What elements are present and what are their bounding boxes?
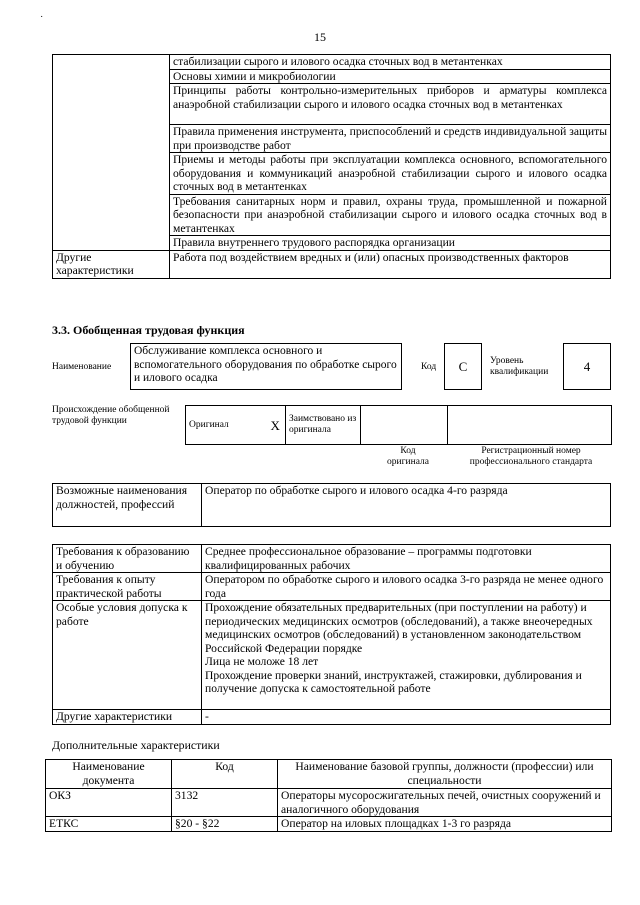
table-row [53, 545, 611, 573]
code-cell: 3132 [172, 789, 278, 817]
knowledge-item: Правила применения инструмента, приспособлений и средств индивидуальной защиты при производстве работ [170, 125, 611, 153]
positions-label: Возможные наименования должностей, профессий [53, 484, 202, 527]
knowledge-table [52, 54, 611, 279]
original-code-caption: Код оригинала [387, 446, 429, 467]
positions-value: Оператор по обработке сырого и илового осадка 4-го разряда [202, 484, 611, 527]
origin-label: Происхождение обобщенной трудовой функции [52, 405, 170, 426]
table-row [186, 406, 612, 445]
section-title: 3.3. Обобщенная трудовая функция [52, 323, 245, 337]
table-row [53, 250, 611, 278]
code-label: Код [421, 362, 437, 372]
table-row [53, 710, 611, 725]
table-row [53, 573, 611, 601]
education-value: Среднее профессиональное образование – программы подготовки квалифицированных рабочих [202, 545, 611, 573]
special-conditions-value [202, 601, 611, 710]
experience-label: Требования к опыту практической работы [53, 573, 202, 601]
registration-number-caption: Регистрационный номер профессионального стандарта [469, 446, 593, 467]
code-cell: §20 - §22 [172, 817, 278, 832]
knowledge-item: Основы химии и микробиологии [170, 69, 611, 84]
qualification-level-label: Уровень квалификации [490, 356, 549, 377]
special-conditions-medical: Прохождение обязательных предварительных (при поступлении на работу) и периодических медицинских осмотров (обследований), а также внеочередных медицинских осмотров (обследований) в установленном законодательством Российской Федерации порядке [205, 601, 593, 655]
doc-name-cell: ОКЗ [46, 789, 172, 817]
table-row [53, 484, 611, 527]
original-label: Оригинал [186, 406, 266, 445]
header-code: Код [172, 760, 278, 789]
original-code-cell [361, 406, 448, 445]
knowledge-item: стабилизации сырого и илового осадка сточных вод в метантенках [170, 55, 611, 70]
special-conditions-age: Лица не моложе 18 лет [205, 655, 319, 668]
extra-characteristics-table [45, 759, 612, 832]
function-name-box: Обслуживание комплекса основного и вспомогательного оборудования по обработке сырого и илового осадка [130, 343, 402, 390]
borrowed-label: Заимствовано из оригинала [286, 406, 361, 445]
knowledge-item: Принципы работы контрольно-измерительных приборов и арматуры комплекса анаэробной стабилизации сырого и илового осадка сточных вод в метантенках [170, 84, 611, 125]
special-conditions-label: Особые условия допуска к работе [53, 601, 202, 710]
doc-name-cell: ЕТКС [46, 817, 172, 832]
table-header-row [46, 760, 612, 789]
other-characteristics-value-2: - [202, 710, 611, 725]
knowledge-item: Правила внутреннего трудового распорядка организации [170, 236, 611, 251]
code-value-box: С [444, 343, 482, 390]
requirements-table [52, 544, 611, 725]
table-row [53, 601, 611, 710]
knowledge-item: Приемы и методы работы при эксплуатации комплекса основного, вспомогательного оборудования и коммуникаций анаэробной стабилизации сырого и илового осадка сточных вод в метантенках [170, 153, 611, 195]
header-group-name: Наименование базовой группы, должности (профессии) или специальности [278, 760, 612, 789]
origin-table [185, 405, 612, 445]
other-characteristics-label-2: Другие характеристики [53, 710, 202, 725]
table-row [46, 789, 612, 817]
other-characteristics-label: Другие характеристики [53, 250, 170, 278]
positions-table [52, 483, 611, 527]
knowledge-item: Требования санитарных норм и правил, охраны труда, промышленной и пожарной безопасности при анаэробной стабилизации сырого и илового осадка сточных вод в метантенках [170, 194, 611, 236]
group-name-cell: Операторы мусоросжигательных печей, очистных сооружений и аналогичного оборудования [278, 789, 612, 817]
special-conditions-training: Прохождение проверки знаний, инструктажей, стажировки, дублирования и получение допуска к самостоятельной работе [205, 668, 582, 695]
original-mark: Х [266, 406, 286, 445]
table-row [46, 817, 612, 832]
table-row [53, 55, 611, 70]
registration-number-cell [448, 406, 612, 445]
other-characteristics-value: Работа под воздействием вредных и (или) опасных производственных факторов [170, 250, 611, 278]
page-number: 15 [314, 30, 326, 44]
header-document-name: Наименование документа [46, 760, 172, 789]
qualification-level-box: 4 [563, 343, 611, 390]
experience-value: Оператором по обработке сырого и илового осадка 3-го разряда не менее одного года [202, 573, 611, 601]
corner-mark: ˙ [40, 15, 44, 26]
group-name-cell: Оператор на иловых площадках 1-3 го разряда [278, 817, 612, 832]
name-label: Наименование [52, 362, 112, 372]
education-label: Требования к образованию и обучению [53, 545, 202, 573]
empty-label-cell [53, 55, 170, 251]
extra-characteristics-title: Дополнительные характеристики [52, 738, 220, 752]
